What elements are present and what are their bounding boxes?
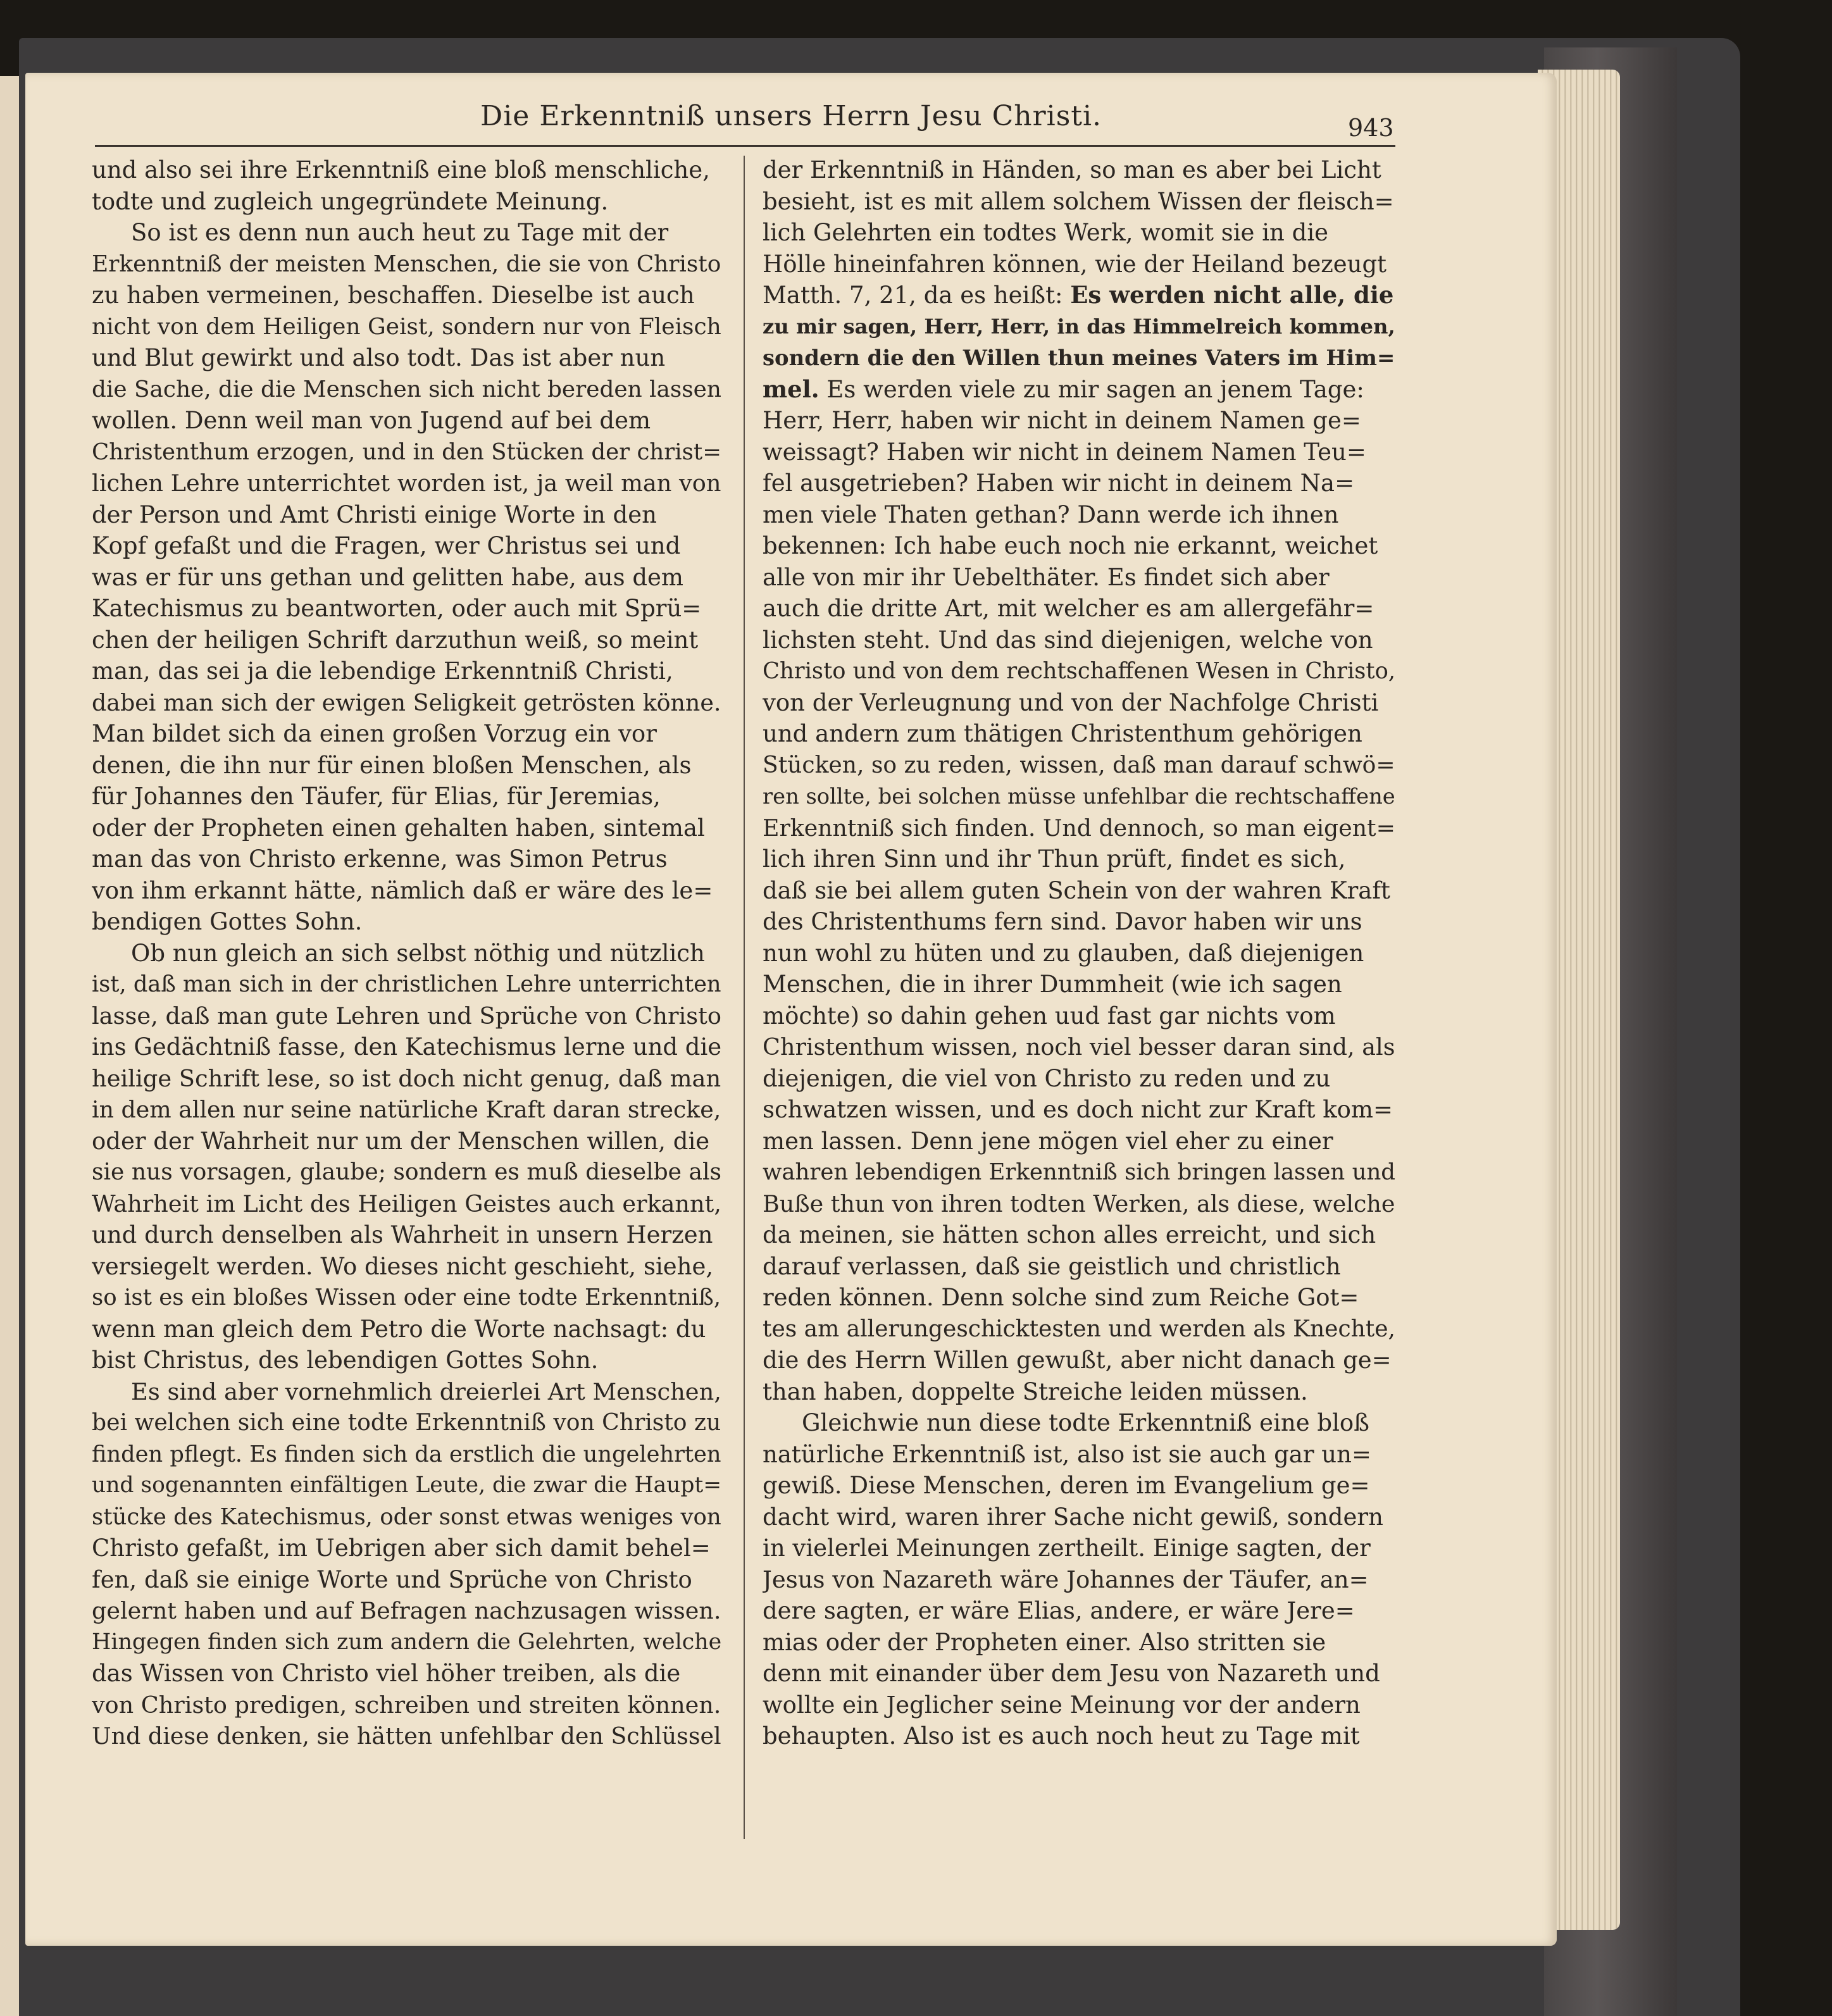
text-run: lichsten steht. Und das sind diejenigen, welche von xyxy=(763,626,1373,654)
text-run: Menschen, die in ihrer Dummheit (wie ich sagen xyxy=(763,971,1342,998)
text-line xyxy=(763,843,1395,875)
text-run: Christo gefaßt, im Uebrigen aber sich damit behel= xyxy=(92,1534,711,1562)
text-line xyxy=(92,875,721,907)
text-run: in dem allen nur seine natürliche Kraft daran strecke, xyxy=(92,1096,721,1123)
text-line xyxy=(763,499,1395,531)
text-run: So ist es denn nun auch heut zu Tage mit der xyxy=(131,219,669,246)
text-run: reden können. Denn solche sind zum Reiche Got= xyxy=(763,1284,1359,1311)
text-line xyxy=(92,1345,721,1376)
text-run: Hingegen finden sich zum andern die Gelehrten, welche xyxy=(92,1629,721,1655)
text-line xyxy=(763,186,1395,218)
text-run: Erkenntniß der meisten Menschen, die sie von Christo xyxy=(92,251,721,277)
text-run: Es sind aber vornehmlich dreierlei Art Menschen, xyxy=(131,1378,721,1405)
text-line xyxy=(763,342,1395,374)
text-run: die Sache, die die Menschen sich nicht bereden lassen xyxy=(92,376,721,402)
text-run: fen, daß sie einige Worte und Sprüche von Christo xyxy=(92,1565,692,1593)
text-run: wahren lebendigen Erkenntniß sich bringen lassen und xyxy=(763,1159,1395,1185)
text-line xyxy=(763,405,1395,437)
text-run: wenn man gleich dem Petro die Worte nachsagt: du xyxy=(92,1315,706,1343)
text-line xyxy=(763,1376,1395,1408)
left-text-column xyxy=(92,154,721,1752)
text-run: men viele Thaten gethan? Dann werde ich ihnen xyxy=(763,501,1339,528)
text-run: heilige Schrift lese, so ist doch nicht genug, daß man xyxy=(92,1064,721,1092)
text-line xyxy=(763,562,1395,594)
text-run: des Christenthums fern sind. Davor haben wir uns xyxy=(763,908,1362,935)
text-run: versiegelt werden. Wo dieses nicht geschieht, siehe, xyxy=(92,1252,714,1280)
text-run: than haben, doppelte Streiche leiden müssen. xyxy=(763,1378,1308,1405)
text-line xyxy=(763,1407,1395,1439)
text-run: nicht von dem Heiligen Geist, sondern nur von Fleisch xyxy=(92,313,721,340)
text-run: und durch denselben als Wahrheit in unsern Herzen xyxy=(92,1221,713,1248)
text-run: so ist es ein bloßes Wissen oder eine todte Erkenntniß, xyxy=(92,1285,721,1310)
text-run: wollte ein Jeglicher seine Meinung vor der andern xyxy=(763,1691,1361,1719)
text-line xyxy=(92,1376,721,1408)
text-run: ist, daß man sich in der christlichen Lehre unterrichten xyxy=(92,971,721,997)
text-line xyxy=(763,1689,1395,1721)
text-line xyxy=(92,1251,721,1283)
text-run: bekennen: Ich habe euch noch nie erkannt, weichet xyxy=(763,532,1378,559)
text-line xyxy=(763,656,1395,687)
text-line xyxy=(92,1031,721,1063)
text-line xyxy=(763,1345,1395,1376)
text-run: die des Herrn Willen gewußt, aber nicht danach ge= xyxy=(763,1347,1392,1374)
text-run: Herr, Herr, haben wir nicht in deinem Namen ge= xyxy=(763,407,1361,434)
text-run: möchte) so dahin gehen uud fast gar nichts vom xyxy=(763,1002,1336,1030)
text-line xyxy=(92,906,721,938)
text-line xyxy=(763,781,1395,812)
text-run: todte und zugleich ungegründete Meinung. xyxy=(92,187,609,215)
text-run: ren sollte, bei solchen müsse unfehlbar die rechtschaffene xyxy=(763,784,1395,809)
text-line xyxy=(763,468,1395,499)
text-run: von Christo predigen, schreiben und streiten können. xyxy=(92,1691,721,1719)
text-run: lasse, daß man gute Lehren und Sprüche von Christo xyxy=(92,1002,721,1030)
text-line xyxy=(92,311,721,343)
text-line xyxy=(763,530,1395,562)
text-line xyxy=(763,1502,1395,1533)
text-line xyxy=(92,656,721,687)
text-run: Christenthum erzogen, und in den Stücken der christ= xyxy=(92,439,721,465)
text-line xyxy=(763,625,1395,656)
text-line xyxy=(763,1564,1395,1596)
text-line xyxy=(92,499,721,531)
text-line xyxy=(92,405,721,437)
text-line xyxy=(763,249,1395,280)
text-run: Christenthum wissen, noch viel besser daran sind, als xyxy=(763,1033,1395,1061)
text-line xyxy=(763,1470,1395,1502)
text-run: daß sie bei allem guten Schein von der wahren Kraft xyxy=(763,876,1390,904)
text-run: lich ihren Sinn und ihr Thun prüft, findet es sich, xyxy=(763,845,1346,873)
text-run: wollen. Denn weil man von Jugend auf bei dem xyxy=(92,407,651,434)
text-line xyxy=(92,342,721,374)
text-line xyxy=(92,154,721,186)
text-line xyxy=(92,1564,721,1596)
text-line xyxy=(92,280,721,311)
text-run: schwatzen wissen, und es doch nicht zur Kraft kom= xyxy=(763,1096,1393,1123)
text-run: Christo und von dem rechtschaffenen Wesen in Christo, xyxy=(763,658,1395,684)
text-line xyxy=(92,1094,721,1126)
text-line xyxy=(763,1126,1395,1157)
text-line xyxy=(763,1314,1395,1345)
text-line xyxy=(92,217,721,249)
column-divider xyxy=(744,156,745,1839)
text-line xyxy=(92,1188,721,1220)
text-run: was er für uns gethan und gelitten habe, aus dem xyxy=(92,563,684,591)
text-run: mias oder der Propheten einer. Also stritten sie xyxy=(763,1628,1326,1656)
text-run: ins Gedächtniß fasse, den Katechismus lerne und die xyxy=(92,1033,721,1061)
text-run: behaupten. Also ist es auch noch heut zu Tage mit xyxy=(763,1722,1360,1750)
text-run: tes am allerungeschicktesten und werden als Knechte, xyxy=(763,1316,1395,1342)
text-line xyxy=(763,1533,1395,1564)
header-rule xyxy=(95,145,1395,147)
text-line xyxy=(92,1627,721,1658)
text-run: lichen Lehre unterrichtet worden ist, ja weil man von xyxy=(92,470,721,497)
text-run: bendigen Gottes Sohn. xyxy=(92,908,363,935)
text-line xyxy=(763,969,1395,1000)
text-line xyxy=(763,1063,1395,1095)
text-line xyxy=(763,750,1395,781)
text-run: sie nus vorsagen, glaube; sondern es muß dieselbe als xyxy=(92,1159,721,1185)
text-line xyxy=(92,781,721,812)
text-line xyxy=(763,812,1395,844)
text-line xyxy=(92,1720,721,1752)
text-line xyxy=(763,1031,1395,1063)
text-run: Jesus von Nazareth wäre Johannes der Täufer, an= xyxy=(763,1565,1369,1593)
text-line xyxy=(763,1658,1395,1689)
text-run: in vielerlei Meinungen zertheilt. Einige sagten, der xyxy=(763,1534,1371,1562)
text-run: Stücken, so zu reden, wissen, daß man darauf schwö= xyxy=(763,751,1395,778)
text-line xyxy=(92,687,721,719)
text-line xyxy=(92,249,721,280)
text-line xyxy=(92,812,721,844)
text-run: besieht, ist es mit allem solchem Wissen der fleisch= xyxy=(763,187,1394,215)
text-line xyxy=(92,1439,721,1471)
text-run: Und diese denken, sie hätten unfehlbar den Schlüssel xyxy=(92,1722,721,1750)
text-run: diejenigen, die viel von Christo zu reden und zu xyxy=(763,1064,1331,1092)
text-line xyxy=(92,969,721,1000)
text-run: fel ausgetrieben? Haben wir nicht in deinem Na= xyxy=(763,470,1355,497)
text-run: und andern zum thätigen Christenthum gehörigen xyxy=(763,720,1362,747)
text-run: Man bildet sich da einen großen Vorzug ein vor xyxy=(92,720,657,747)
text-line xyxy=(92,530,721,562)
facing-page-edge xyxy=(0,76,19,2016)
text-line xyxy=(763,718,1395,750)
text-line xyxy=(763,1188,1395,1220)
text-run: dabei man sich der ewigen Seligkeit getrösten könne. xyxy=(92,688,721,716)
text-line xyxy=(92,374,721,406)
text-line xyxy=(92,1533,721,1564)
text-line xyxy=(763,593,1395,625)
text-line xyxy=(92,1157,721,1188)
text-run: Gleichwie nun diese todte Erkenntniß eine bloß xyxy=(802,1409,1369,1436)
text-line xyxy=(763,906,1395,938)
text-run: oder der Propheten einen gehalten haben, sintemal xyxy=(92,814,705,842)
text-line xyxy=(92,468,721,499)
text-run: denn mit einander über dem Jesu von Nazareth und xyxy=(763,1660,1380,1687)
text-run: man das von Christo erkenne, was Simon Petrus xyxy=(92,845,668,873)
text-line xyxy=(763,217,1395,249)
bold-text-run: Es werden nicht alle, die xyxy=(1070,281,1394,309)
text-line xyxy=(763,154,1395,186)
text-line xyxy=(763,280,1395,311)
bold-text-run: zu mir sagen, Herr, Herr, in das Himmelreich kommen, xyxy=(763,314,1395,339)
text-run: nun wohl zu hüten und zu glauben, daß diejenigen xyxy=(763,939,1364,967)
text-run: lich Gelehrten ein todtes Werk, womit sie in die xyxy=(763,219,1329,246)
text-line xyxy=(92,750,721,781)
text-run: und sogenannten einfältigen Leute, die zwar die Haupt= xyxy=(92,1472,721,1498)
text-run: weissagt? Haben wir nicht in deinem Namen Teu= xyxy=(763,438,1366,466)
running-title: Die Erkenntniß unsers Herrn Jesu Christi. xyxy=(480,100,1102,132)
text-line xyxy=(92,938,721,969)
text-line xyxy=(763,1720,1395,1752)
text-run: Wahrheit im Licht des Heiligen Geistes auch erkannt, xyxy=(92,1190,721,1217)
text-line xyxy=(92,437,721,468)
text-run: gewiß. Diese Menschen, deren im Evangelium ge= xyxy=(763,1472,1370,1499)
text-line xyxy=(92,1407,721,1439)
text-run: und Blut gewirkt und also todt. Das ist aber nun xyxy=(92,344,666,371)
text-line xyxy=(763,1000,1395,1032)
text-line xyxy=(92,1470,721,1502)
text-run: alle von mir ihr Uebelthäter. Es findet sich aber xyxy=(763,563,1330,591)
text-line xyxy=(763,1157,1395,1188)
text-line xyxy=(92,1595,721,1627)
text-run: der Erkenntniß in Händen, so man es aber bei Licht xyxy=(763,156,1381,184)
text-run: Hölle hineinfahren können, wie der Heiland bezeugt xyxy=(763,250,1386,278)
text-run: bei welchen sich eine todte Erkenntniß von Christo zu xyxy=(92,1409,721,1436)
text-line xyxy=(763,374,1395,406)
text-run: auch die dritte Art, mit welcher es am allergefähr= xyxy=(763,595,1374,622)
text-line xyxy=(763,1595,1395,1627)
text-line xyxy=(763,875,1395,907)
text-line xyxy=(763,1282,1395,1314)
text-run: von ihm erkannt hätte, nämlich daß er wäre des le= xyxy=(92,876,713,904)
text-line xyxy=(763,437,1395,468)
text-run: oder der Wahrheit nur um der Menschen willen, die xyxy=(92,1127,710,1155)
text-line xyxy=(763,938,1395,969)
text-run: bist Christus, des lebendigen Gottes Sohn. xyxy=(92,1347,599,1374)
text-line xyxy=(92,1000,721,1032)
text-run: von der Verleugnung und von der Nachfolge Christi xyxy=(763,688,1379,716)
text-run: gelernt haben und auf Befragen nachzusagen wissen. xyxy=(92,1597,721,1624)
text-line xyxy=(92,1658,721,1689)
text-run: für Johannes den Täufer, für Elias, für Jeremias, xyxy=(92,783,661,810)
text-line xyxy=(92,1314,721,1345)
text-run: chen der heiligen Schrift darzuthun weiß, so meint xyxy=(92,626,699,654)
text-run: Es werden viele zu mir sagen an jenem Tage: xyxy=(819,375,1364,403)
right-text-column xyxy=(763,154,1395,1752)
text-run: finden pflegt. Es finden sich da erstlich die ungelehrten xyxy=(92,1441,721,1467)
text-run: das Wissen von Christo viel höher treiben, als die xyxy=(92,1660,681,1687)
page-number: 943 xyxy=(1348,114,1394,142)
text-line xyxy=(92,718,721,750)
text-run: stücke des Katechismus, oder sonst etwas weniges von xyxy=(92,1503,721,1530)
text-run: zu haben vermeinen, beschaffen. Dieselbe ist auch xyxy=(92,282,695,309)
text-line xyxy=(92,593,721,625)
text-line xyxy=(92,625,721,656)
text-run: Matth. 7, 21, da es heißt: xyxy=(763,282,1071,309)
text-line xyxy=(92,186,721,218)
text-run: dere sagten, er wäre Elias, andere, er wäre Jere= xyxy=(763,1597,1355,1624)
text-line xyxy=(92,843,721,875)
text-line xyxy=(763,1251,1395,1283)
text-line xyxy=(763,1439,1395,1471)
text-line xyxy=(92,1689,721,1721)
text-run: man, das sei ja die lebendige Erkenntniß Christi, xyxy=(92,657,673,685)
text-run: Ob nun gleich an sich selbst nöthig und nützlich xyxy=(131,939,705,967)
text-line xyxy=(763,1094,1395,1126)
text-line xyxy=(763,1219,1395,1251)
text-line xyxy=(92,1282,721,1314)
text-run: der Person und Amt Christi einige Worte in den xyxy=(92,501,657,528)
text-run: dacht wird, waren ihrer Sache nicht gewiß, sondern xyxy=(763,1503,1383,1531)
text-run: Erkenntniß sich finden. Und dennoch, so man eigent= xyxy=(763,814,1395,842)
text-line xyxy=(763,1627,1395,1658)
text-run: und also sei ihre Erkenntniß eine bloß menschliche, xyxy=(92,156,710,184)
text-run: da meinen, sie hätten schon alles erreicht, und sich xyxy=(763,1221,1376,1248)
text-line xyxy=(92,1063,721,1095)
text-run: denen, die ihn nur für einen bloßen Menschen, als xyxy=(92,751,692,779)
text-line xyxy=(92,1219,721,1251)
bold-text-run: mel. xyxy=(763,375,819,403)
text-run: Buße thun von ihren todten Werken, als diese, welche xyxy=(763,1190,1395,1217)
text-line xyxy=(763,311,1395,343)
text-run: Katechismus zu beantworten, oder auch mit Sprü= xyxy=(92,595,702,622)
text-run: darauf verlassen, daß sie geistlich und christlich xyxy=(763,1252,1341,1280)
text-line xyxy=(92,1126,721,1157)
text-run: natürliche Erkenntniß ist, also ist sie auch gar un= xyxy=(763,1440,1371,1468)
text-line xyxy=(92,562,721,594)
bold-text-run: sondern die den Willen thun meines Vaters im Him= xyxy=(763,345,1395,370)
text-run: Kopf gefaßt und die Fragen, wer Christus sei und xyxy=(92,532,681,559)
text-line xyxy=(763,687,1395,719)
text-run: men lassen. Denn jene mögen viel eher zu einer xyxy=(763,1127,1333,1155)
text-line xyxy=(92,1502,721,1533)
